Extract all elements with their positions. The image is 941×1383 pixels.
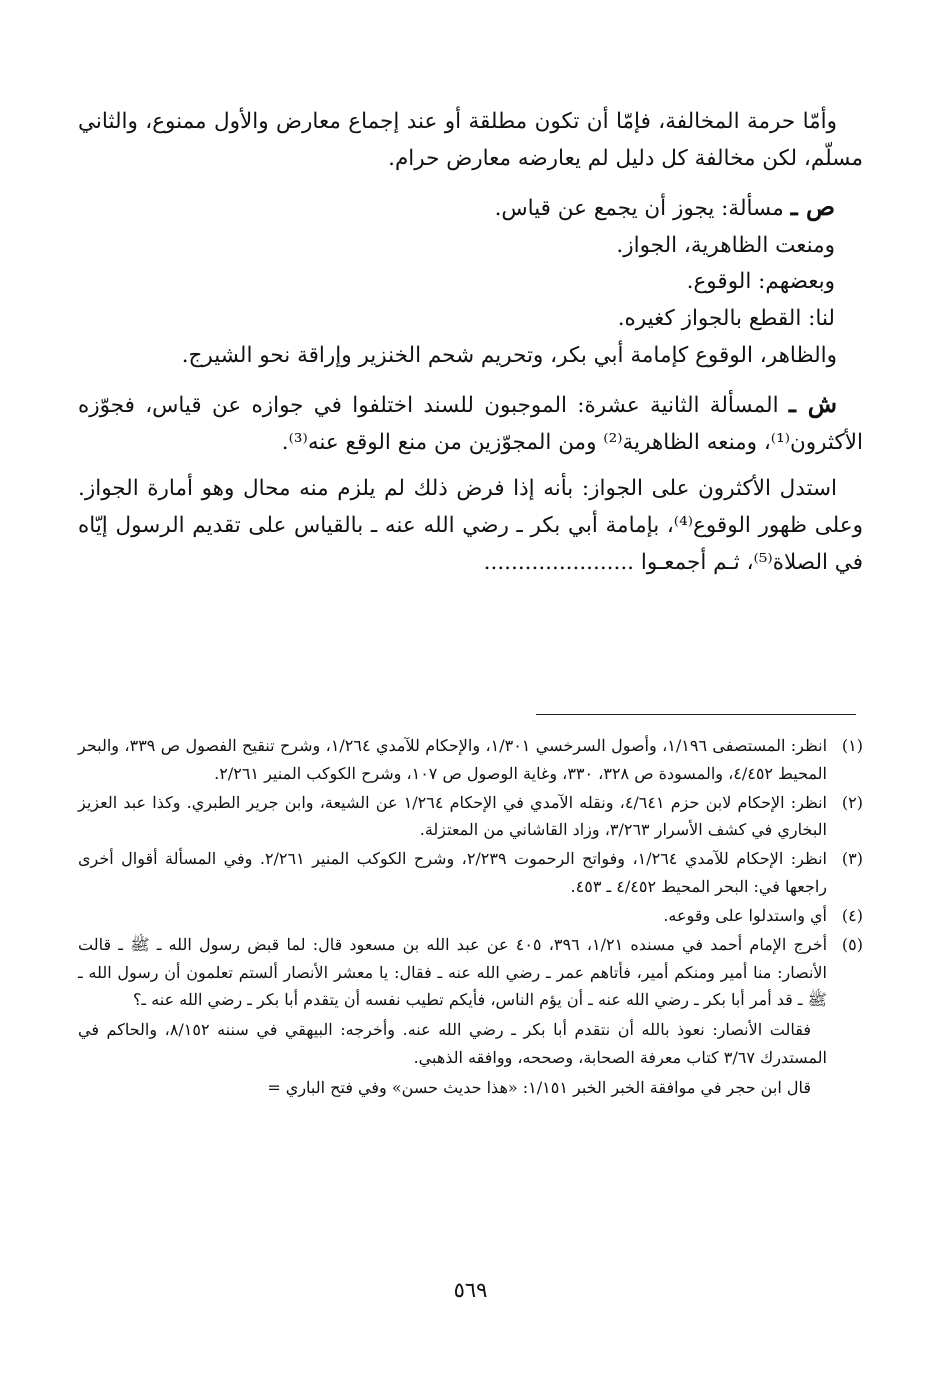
footnote-5-body [78, 931, 827, 1102]
footnote-text: انظر: المستصفى ١/١٩٦، وأصول السرخسي ١/٣٠١، والإحكام للآمدي ١/٢٦٤، وشرح تنقيح الفصول ص ٣٣٩، والبحر المحيط ٤/٤٥٢، والمسودة ص ٣٢٨، ٣٣٠، وغاية الوصول ص ١٠٧، وشرح الكوكب المنير ٢/٢٦١. [78, 736, 828, 783]
continuation-dots: ...................... [483, 549, 635, 575]
sharh-paragraph [78, 384, 863, 461]
matn-block [78, 187, 863, 337]
footnote-5-continuation: فقالت الأنصار: نعوذ بالله أن نتقدم أبا بكر ـ رضي الله عنه. وأخرجه: البيهقي في سننه ٨/١٥٢، والحاكم في المستدرك ٣/٦٧ كتاب معرفة الصحابة، وصححه، ووافقه الذهبي. [78, 1020, 827, 1068]
footnote-number: (٢) [841, 792, 863, 812]
footnote-text: أي واستدلوا على وقوعه. [663, 905, 827, 925]
footnote-4 [78, 902, 863, 930]
main-text [78, 104, 863, 581]
footnote-2 [78, 789, 863, 845]
footnotes [78, 732, 863, 1103]
footnote-number: (١) [841, 736, 863, 755]
footnote-1 [78, 732, 863, 788]
footnote-number: (٤) [841, 905, 863, 925]
matn-line-1-text: مسألة: يجوز أن يجمع عن قياس. [494, 196, 784, 222]
argument-text: استدل الأكثرون على الجواز: بأنه إذا فرض ذلك لم يلزم منه محال وهو أمارة الجواز. وعلى ظهور الوقوع⁽⁴⁾، بإمامة أبي بكر ـ رضي الله عنه ـ بالقياس على تقديم الرسول إيّاه في الصلاة⁽⁵⁾، ثـم أجمعـوا [78, 476, 863, 575]
matn-line-5: والظاهر، الوقوع كإمامة أبي بكر، وتحريم شحم الخنزير وإراقة نحو الشيرج. [181, 342, 837, 368]
footnote-3 [78, 845, 863, 901]
paragraph-intro: وأمّا حرمة المخالفة، فإمّا أن تكون مطلقة أو عند إجماع معارض والأول ممنوع، والثاني مسلّم، لكن مخالفة كل دليل لم يعارضه معارض حرام. [78, 109, 863, 171]
footnote-text: أخرج الإمام أحمد في مسنده ١/٢١، ٣٩٦، ٤٠٥ عن عبد الله بن مسعود قال: لما قبض رسول الله ـ ﷺ ـ قالت الأنصار: منا أمير ومنكم أمير، فأتاهم عمر ـ رضي الله عنه ـ فقال: يا معشر الأنصار ألستم تعلمون أن رسول الله ـ ﷺ ـ قد أمر أبا بكر ـ رضي الله عنه ـ أن يؤم الناس، فأيكم تطيب نفسه أن يتقدم أبا بكر ـ رضي الله عنه ـ؟ [78, 934, 828, 1010]
footnote-5 [78, 931, 863, 1102]
footnote-5-continuation-2: قال ابن حجر في موافقة الخبر الخبر ١/١٥١: «هذا حديث حسن» وفي فتح الباري = [267, 1077, 811, 1097]
footnote-text: انظر: الإحكام لابن حزم ٤/٦٤١، ونقله الآمدي في الإحكام ١/٢٦٤ عن الشيعة، وابن جرير الطبري. وكذا عبد العزيز البخاري في كشف الأسرار ٣/٢٦٣، وزاد القاشاني من المعتزلة. [78, 792, 828, 840]
argument-paragraph [78, 471, 863, 581]
matn-line-1 [78, 187, 835, 228]
matn-line-3: وبعضهم: الوقوع. [686, 269, 835, 295]
footnote-divider [536, 714, 856, 715]
matn-line-4: لنا: القطع بالجواز كغيره. [617, 305, 835, 331]
matn-line-2: ومنعت الظاهرية، الجواز. [616, 232, 835, 258]
shin-marker: ش ـ [788, 389, 837, 419]
footnote-number: (٣) [841, 849, 863, 869]
sharh-text: المسألة الثانية عشرة: الموجبون للسند اختلفوا في جوازه عن قياس، فجوّزه الأكثرون⁽¹⁾، ومنعه الظاهرية⁽²⁾ ومن المجوّزين من منع الوقع عنه⁽³⁾. [78, 393, 863, 455]
footnote-number: (٥) [841, 934, 863, 954]
page-number: ٥٦٩ [453, 1278, 488, 1302]
footnote-text: انظر: الإحكام للآمدي ١/٢٦٤، وفواتح الرحموت ٢/٢٣٩، وشرح الكوكب المنير ٢/٢٦١. وفي المسألة أقوال أخرى راجعها في: البحر المحيط ٤/٤٥٢ ـ ٤٥٣. [78, 849, 827, 897]
sad-marker: ص ـ [790, 192, 835, 222]
